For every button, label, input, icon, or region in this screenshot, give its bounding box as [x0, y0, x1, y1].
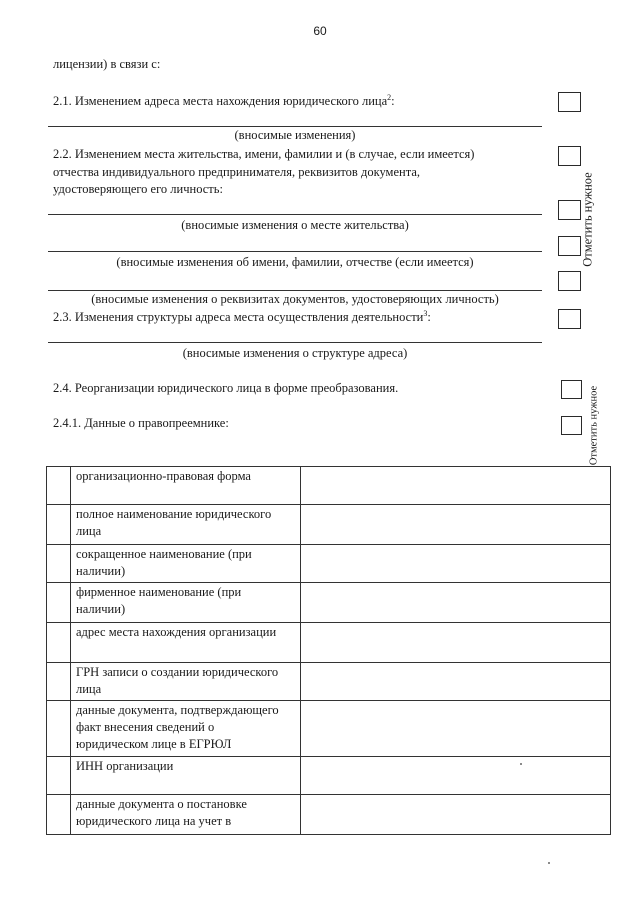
section-2-4-checkbox [561, 380, 582, 399]
field-label-line: лица [76, 524, 102, 538]
caption-documents: (вносимые изменения о реквизитах документов, удостоверяющих личность) [91, 292, 499, 306]
section-2-2-line-3: удостоверяющего его личность: [53, 182, 223, 196]
successor-data-table [46, 466, 611, 835]
field-label-cell [71, 505, 301, 545]
row-marker-cell [47, 467, 71, 505]
field-label-line: сокращенное наименование (при [76, 547, 252, 561]
field-value-cell [301, 583, 611, 623]
caption-name: (вносимые изменения об имени, фамилии, отчестве (если имеется) [116, 255, 474, 269]
field-label-line: наличии) [76, 602, 126, 616]
field-label-line: данные документа, подтверждающего [76, 703, 279, 717]
field-value-cell [301, 623, 611, 663]
field-label-line: факт внесения сведений о [76, 720, 215, 734]
row-marker-cell [47, 757, 71, 795]
field-label-line: адрес места нахождения организации [76, 625, 277, 639]
field-value-cell [301, 663, 611, 701]
section-2-4-1-text: 2.4.1. Данные о правопреемнике: [53, 416, 229, 430]
table-row [47, 545, 611, 583]
caption-residence: (вносимые изменения о месте жительства) [181, 218, 409, 232]
row-marker-cell [47, 545, 71, 583]
table-row [47, 505, 611, 545]
table-row [47, 663, 611, 701]
side-label-mark-needed-1: Отметить нужное [580, 172, 595, 267]
row-marker-cell [47, 795, 71, 835]
field-label-line: ГРН записи о создании юридического [76, 665, 279, 679]
field-label-cell [71, 757, 301, 795]
field-label-cell [71, 623, 301, 663]
field-label-cell [71, 545, 301, 583]
table-row [47, 795, 611, 835]
caption-address-structure: (вносимые изменения о структуре адреса) [182, 346, 408, 360]
name-checkbox [558, 236, 581, 256]
row-marker-cell [47, 663, 71, 701]
field-label-line: полное наименование юридического [76, 507, 272, 521]
section-2-4-1-checkbox [561, 416, 582, 435]
fill-line-residence [48, 214, 542, 215]
scan-speck [520, 763, 522, 765]
field-value-cell [301, 701, 611, 757]
row-marker-cell [47, 505, 71, 545]
footnote-3: 3 [423, 308, 428, 318]
page-number: 60 [313, 24, 327, 38]
section-2-4-text: 2.4. Реорганизации юридического лица в форме преобразования. [53, 381, 399, 395]
field-value-cell [301, 505, 611, 545]
footnote-2: 2 [387, 92, 392, 102]
field-label-line: юридического лица на учет в [76, 814, 232, 828]
section-2-2-line-1: 2.2. Изменением места жительства, имени, фамилии и (в случае, если имеется) [53, 147, 475, 161]
field-value-cell [301, 795, 611, 835]
table-row [47, 701, 611, 757]
caption-changes: (вносимые изменения) [234, 128, 356, 142]
field-label-cell [71, 467, 301, 505]
side-label-mark-needed-2: Отметить нужное [588, 385, 600, 466]
field-value-cell [301, 757, 611, 795]
table-row [47, 583, 611, 623]
section-2-2-checkbox [558, 146, 581, 166]
table-row [47, 757, 611, 795]
table-row [47, 623, 611, 663]
field-label-line: юридическом лице в ЕГРЮЛ [76, 737, 232, 751]
field-label-line: ИНН организации [76, 759, 174, 773]
field-label-line: организационно-правовая форма [76, 469, 251, 483]
documents-checkbox [558, 271, 581, 291]
field-label-cell [71, 663, 301, 701]
field-label-cell [71, 583, 301, 623]
fill-line-2-3 [48, 342, 542, 343]
field-value-cell [301, 467, 611, 505]
row-marker-cell [47, 583, 71, 623]
residence-checkbox [558, 200, 581, 220]
field-label-cell [71, 795, 301, 835]
field-value-cell [301, 545, 611, 583]
section-2-1-text: 2.1. Изменением адреса места нахождения юридического лица$^2$: [53, 92, 395, 108]
row-marker-cell [47, 701, 71, 757]
section-2-3-checkbox [558, 309, 581, 329]
table-row [47, 467, 611, 505]
scan-speck [548, 862, 550, 864]
intro-text: лицензии) в связи с: [53, 57, 161, 71]
field-label-line: данные документа о постановке [76, 797, 247, 811]
section-2-1-checkbox [558, 92, 581, 112]
field-label-line: наличии) [76, 564, 126, 578]
fill-line-name [48, 251, 542, 252]
section-2-3-text: 2.3. Изменения структуры адреса места осуществления деятельности$^3$: [53, 308, 431, 324]
row-marker-cell [47, 623, 71, 663]
field-label-line: фирменное наименование (при [76, 585, 242, 599]
field-label-line: лица [76, 682, 102, 696]
field-label-cell [71, 701, 301, 757]
section-2-2-line-2: отчества индивидуального предпринимателя, реквизитов документа, [53, 165, 420, 179]
